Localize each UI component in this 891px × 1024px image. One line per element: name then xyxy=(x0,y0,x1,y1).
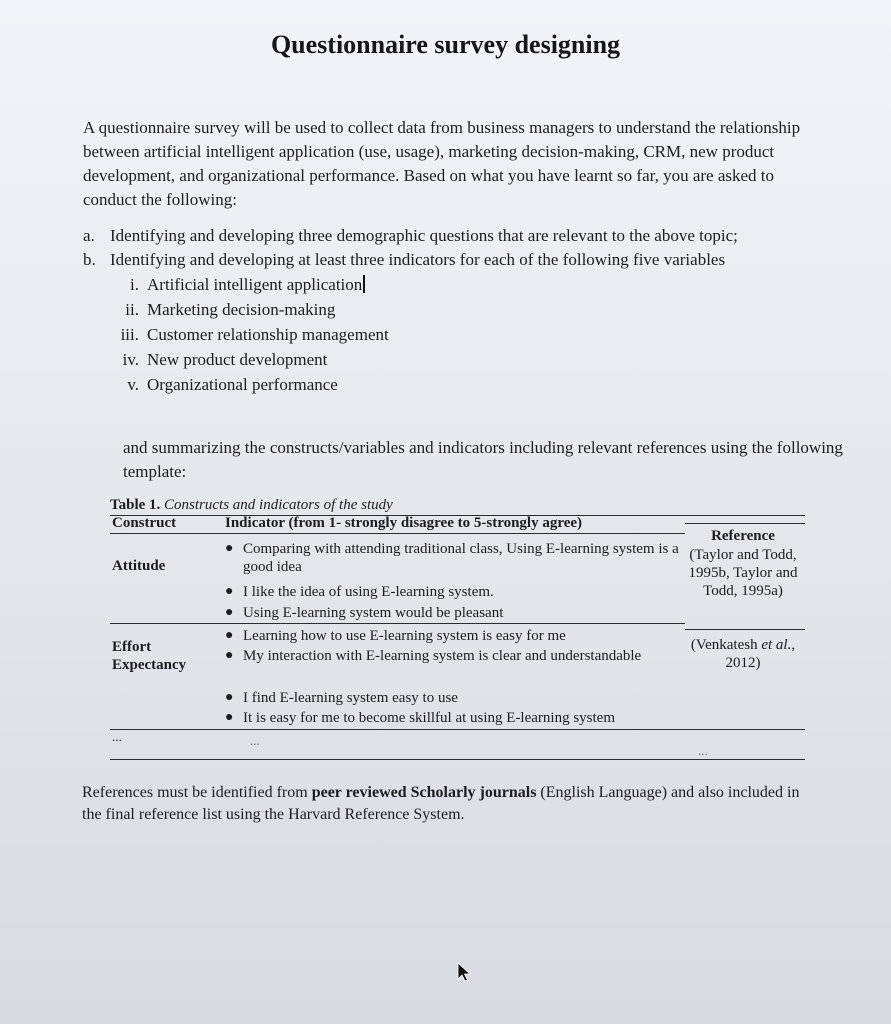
variable-item xyxy=(103,347,843,372)
constructs-table xyxy=(110,496,805,761)
variable-marker: v. xyxy=(127,375,139,394)
ellipsis-construct: ... xyxy=(112,729,122,744)
task-text: Identifying and developing three demographic questions that are relevant to the above topic; xyxy=(110,226,738,245)
table-caption xyxy=(110,496,805,514)
bullet-icon: ● xyxy=(225,690,234,705)
construct-attitude: Attitude xyxy=(112,558,166,574)
bullet-icon: ● xyxy=(225,628,234,643)
references-note-part1: References must be identified from xyxy=(82,784,312,801)
references-note-part3: (English Language) and also included in the final reference list using the Harvard Reference System. xyxy=(82,784,800,823)
variable-item xyxy=(103,297,843,322)
reference-etal: et al. xyxy=(761,637,792,653)
bullet-icon: ● xyxy=(225,605,234,620)
variable-list xyxy=(103,272,843,397)
indicator-text: I like the idea of using E-learning system. xyxy=(243,584,494,600)
task-marker: b. xyxy=(83,250,96,269)
task-list xyxy=(83,224,843,397)
header-indicator-text: Indicator (from 1- strongly disagree to 5-strongly agree) xyxy=(225,515,583,531)
variable-marker: iv. xyxy=(122,350,139,369)
variable-text: Marketing decision-making xyxy=(147,300,336,319)
header-indicator-rule xyxy=(110,533,685,534)
bullet-icon: ● xyxy=(225,710,234,725)
task-item-b xyxy=(83,248,843,272)
row-divider xyxy=(110,729,805,730)
indicator-item xyxy=(225,604,685,622)
bullet-icon: ● xyxy=(225,541,234,556)
variable-marker: iii. xyxy=(120,325,139,344)
task-text: Identifying and developing at least three indicators for each of the following five variables xyxy=(110,250,726,269)
indicator-text: My interaction with E-learning system is clear and understandable xyxy=(243,648,642,664)
indicator-item xyxy=(225,627,685,645)
variable-item xyxy=(103,372,843,397)
indicator-text: Comparing with attending traditional class, Using E-learning system is a good idea xyxy=(243,541,679,575)
intro-paragraph xyxy=(83,116,808,212)
variable-marker: i. xyxy=(130,275,139,294)
variable-text: Organizational performance xyxy=(147,375,338,394)
indicator-text: I find E-learning system easy to use xyxy=(243,690,458,706)
mouse-pointer-icon xyxy=(457,962,471,982)
variable-text: New product development xyxy=(147,350,328,369)
references-note xyxy=(82,782,822,826)
indicator-item xyxy=(225,583,685,601)
table-caption-label: Table 1. xyxy=(110,497,161,513)
reference-text: (Venkatesh xyxy=(690,637,762,653)
summary-paragraph: and summarizing the constructs/variables and indicators including relevant references using the following template: xyxy=(123,438,843,481)
row-divider-reference xyxy=(685,629,805,630)
indicator-item xyxy=(225,540,685,576)
reference-attitude: (Taylor and Todd, 1995b, Taylor and Todd, 1995a) xyxy=(688,547,798,599)
reference-year: , 2012) xyxy=(725,637,796,671)
task-marker: a. xyxy=(83,226,95,245)
text-caret xyxy=(363,275,365,293)
row-divider xyxy=(110,623,685,624)
reference-effort-expectancy xyxy=(683,636,803,672)
indicator-item xyxy=(225,709,685,727)
intro-text: A questionnaire survey will be used to collect data from business managers to understand the relationship between artificial intelligent application (use, usage), marketing decision-making, CRM, new product development, and organizational performance. Based on what you have learnt so far, you are asked to conduct the following: xyxy=(83,118,801,209)
header-indicator xyxy=(225,514,582,532)
variable-text-editing[interactable] xyxy=(147,272,365,297)
ellipsis-indicator: ... xyxy=(250,733,260,748)
indicator-text: It is easy for me to become skillful at using E-learning system xyxy=(243,710,615,726)
variable-marker: ii. xyxy=(125,300,139,319)
variable-text: Artificial intelligent application xyxy=(147,275,363,294)
indicator-item xyxy=(225,689,685,707)
indicator-text: Learning how to use E-learning system is easy for me xyxy=(243,628,566,644)
header-reference: Reference xyxy=(711,528,775,544)
variable-item xyxy=(103,322,843,347)
indicator-text: Using E-learning system would be pleasant xyxy=(243,605,504,621)
references-note-emphasis: peer reviewed Scholarly journals xyxy=(311,784,537,801)
bullet-icon: ● xyxy=(225,584,234,599)
task-item-a xyxy=(83,224,843,248)
header-construct: Construct xyxy=(112,515,177,531)
construct-effort-expectancy: Effort Expectancy xyxy=(112,639,187,673)
indicator-item xyxy=(225,647,685,665)
variable-text: Customer relationship management xyxy=(147,325,389,344)
bullet-icon: ● xyxy=(225,648,234,663)
variable-item xyxy=(103,272,843,297)
table-bottom-rule xyxy=(110,759,805,760)
table-caption-text: Constructs and indicators of the study xyxy=(164,497,393,513)
ellipsis-reference: ... xyxy=(698,743,708,758)
header-reference-rule xyxy=(685,523,805,524)
page-title: Questionnaire survey designing xyxy=(270,30,621,59)
